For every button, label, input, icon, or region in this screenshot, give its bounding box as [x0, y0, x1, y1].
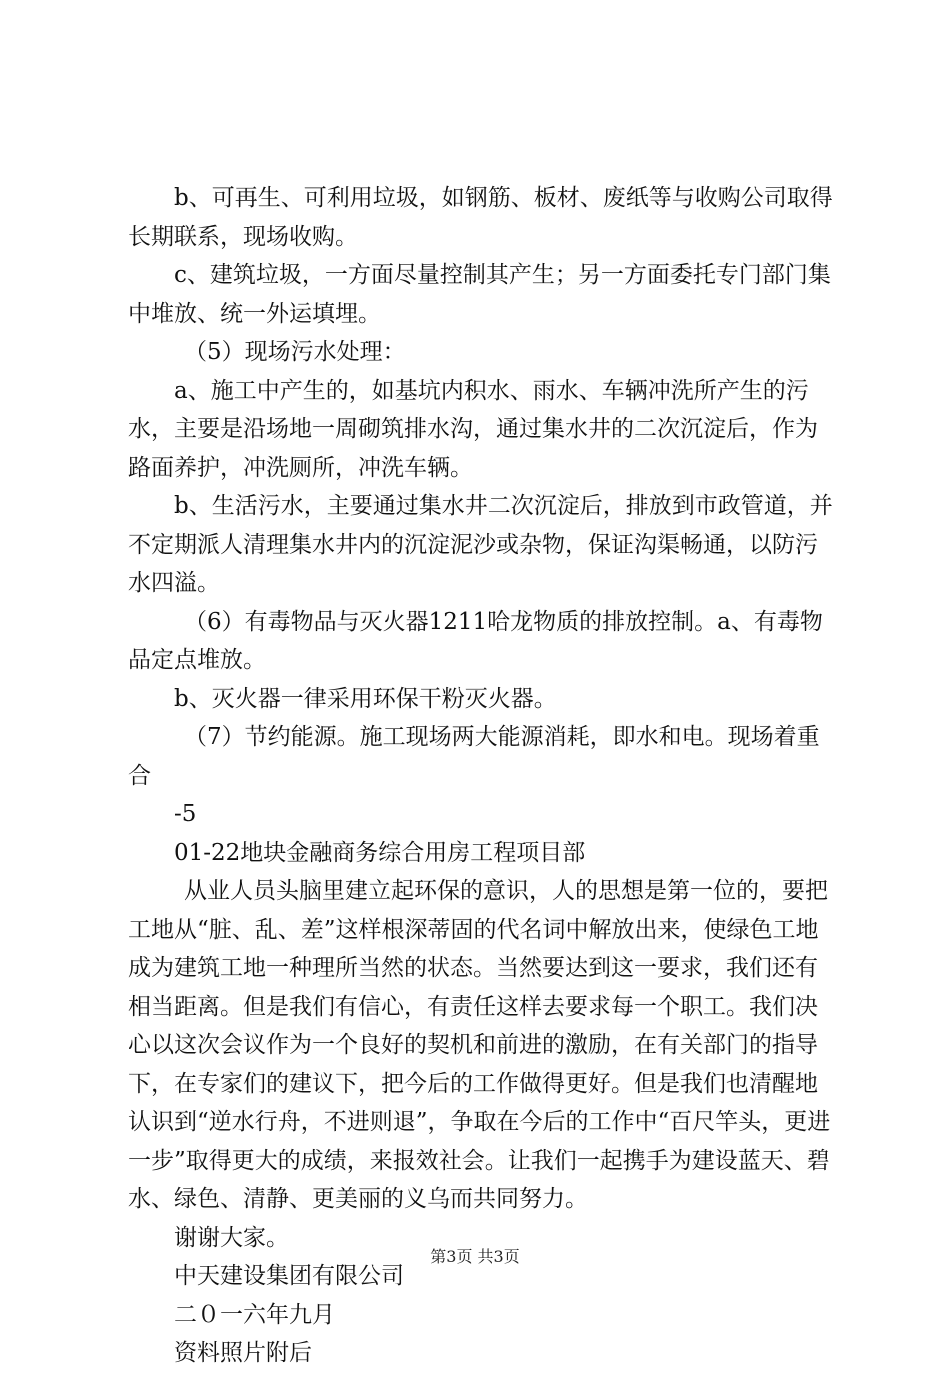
paragraph-construction-waste: c、建筑垃圾，一方面尽量控制其产生；另一方面委托专门部门集中堆放、统一外运填埋。: [128, 262, 831, 327]
paragraph-domestic-sewage: b、生活污水，主要通过集水井二次沉淀后，排放到市政管道，并不定期派人清理集水井内的沉淀泥沙或杂物，保证沟渠畅通，以防污水四溢。: [128, 493, 833, 596]
paragraph-toxic-materials: （6）有毒物品与灭火器1211哈龙物质的排放控制。a、有毒物品定点堆放。: [128, 608, 823, 673]
photo-attachment-note: 资料照片附后: [174, 1340, 312, 1366]
document-body: [128, 179, 834, 1373]
heading-sewage-treatment: （5）现场污水处理：: [184, 339, 406, 365]
document-date: 二０一六年九月: [174, 1301, 335, 1328]
page-footer: 第3页 共3页: [430, 1247, 520, 1266]
paragraph-energy-saving: （7）节约能源。施工现场两大能源消耗，即水和电。现场着重合: [128, 724, 820, 789]
page-fragment-number: -5: [174, 801, 197, 827]
company-signature: 中天建设集团有限公司: [174, 1263, 404, 1289]
paragraph-environmental-awareness: 从业人员头脑里建立起环保的意识，人的思想是第一位的，要把工地从“脏、乱、差”这样根深蒂固的代名词中解放出来，使绿色工地成为建筑工地一种理所当然的状态。当然要达到这一要求，我们还有相当距离。但是我们有信心，有责任这样去要求每一个职工。我们决心以这次会议作为一个良好的契机和前进的激励，在有关部门的指导下，在专家们的建议下，把今后的工作做得更好。但是我们也清醒地认识到“逆水行舟，不进则退”，争取在今后的工作中“百尺竿头，更进一步”取得更大的成绩，来报效社会。让我们一起携手为建设蓝天、碧水、绿色、清静、更美丽的义乌而共同努力。: [128, 878, 831, 1212]
paragraph-construction-sewage: a、施工中产生的，如基坑内积水、雨水、车辆冲洗所产生的污水，主要是沿场地一周砌筑排水沟，通过集水井的二次沉淀后，作为路面养护，冲洗厕所，冲洗车辆。: [128, 377, 818, 481]
closing-thanks: 谢谢大家。: [174, 1224, 289, 1251]
paragraph-recyclable-waste: b、可再生、可利用垃圾，如钢筋、板材、废纸等与收购公司取得长期联系，现场收购。: [128, 185, 833, 250]
paragraph-fire-extinguisher: b、灭火器一律采用环保干粉灭火器。: [174, 685, 557, 712]
project-department-title: 01-22地块金融商务综合用房工程项目部: [174, 839, 586, 866]
